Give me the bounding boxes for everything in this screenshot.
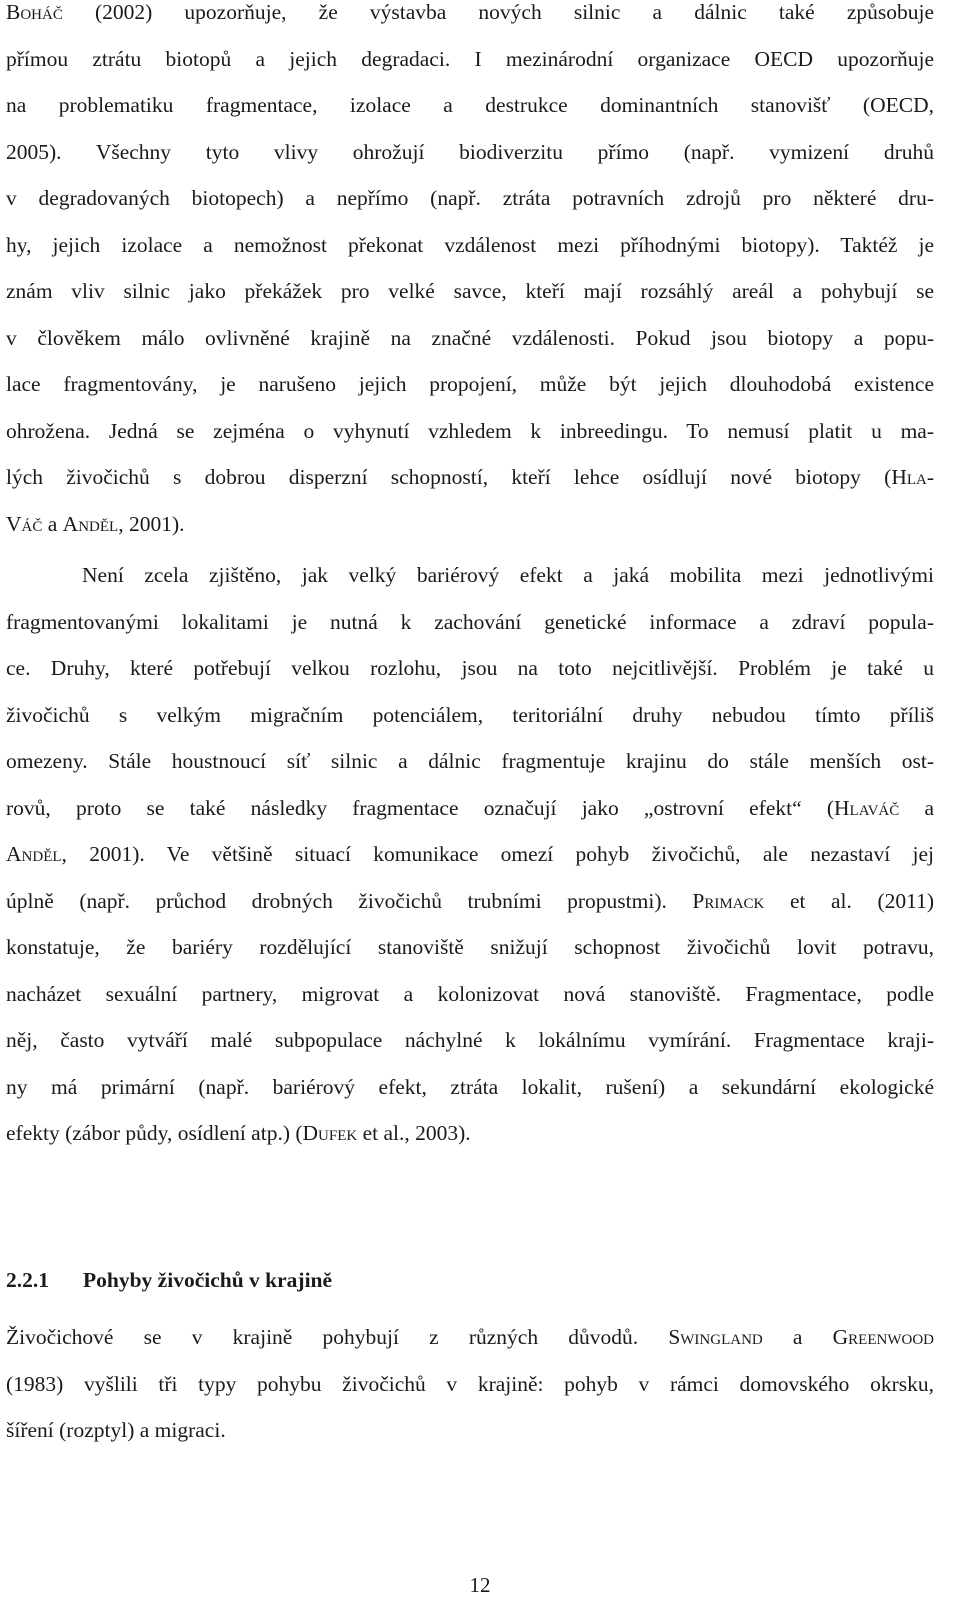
section-title: Pohyby živočichů v krajině bbox=[83, 1268, 333, 1292]
text-line: znám vliv silnic jako překážek pro velké savce, kteří mají rozsáhlý areál a pohybují se bbox=[6, 279, 934, 303]
text-line: nacházet sexuální partnery, migrovat a kolonizovat nová stanoviště. Fragmentace, podle bbox=[6, 981, 934, 1006]
text-line: v člověkem málo ovlivněné krajině na značné vzdálenosti. Pokud jsou biotopy a popu- bbox=[6, 325, 934, 350]
author-name: Anděl bbox=[6, 842, 62, 866]
paragraph-2 bbox=[6, 552, 934, 1157]
author-name: Váč bbox=[6, 511, 43, 536]
text-line: 2005). Všechny tyto vlivy ohrožují biodiverzitu přímo (např. vymizení druhů bbox=[6, 139, 934, 164]
text-line: rovů, proto se také následky fragmentace označují jako „ostrovní efekt“ (Hlaváč a bbox=[6, 795, 935, 820]
text-line: (1983) vyšlili tři typy pohybu živočichů v krajině: pohyb v rámci domovského okrsku, bbox=[6, 1371, 934, 1396]
author-name: Hlaváč bbox=[834, 795, 900, 820]
text-line: v degradovaných biotopech) a nepřímo (např. ztráta potravních zdrojů pro některé dru- bbox=[6, 186, 934, 210]
text-line: Váč a Anděl, 2001). bbox=[6, 511, 185, 536]
text-line: Anděl, 2001). Ve většině situací komunikace omezí pohyb živočichů, ale nezastaví jej bbox=[6, 842, 934, 866]
author-name: Boháč bbox=[6, 0, 63, 24]
text-line: hy, jejich izolace a nemožnost překonat vzdálenost mezi příhodnými biotopy). Taktéž je bbox=[6, 232, 934, 257]
paragraph-1 bbox=[6, 0, 934, 547]
text-line: ny má primární (např. bariérový efekt, ztráta lokalit, rušení) a sekundární ekologické bbox=[6, 1074, 934, 1099]
author-name: Greenwood bbox=[832, 1325, 934, 1349]
text-line: přímou ztrátu biotopů a jejich degradaci. I mezinárodní organizace OECD upozorňuje bbox=[6, 46, 934, 71]
text-line: Boháč (2002) upozorňuje, že výstavba nových silnic a dálnic také způsobuje bbox=[6, 0, 934, 24]
text-line: fragmentovanými lokalitami je nutná k zachování genetické informace a zdraví popula- bbox=[6, 609, 934, 634]
text-line: šíření (rozptyl) a migraci. bbox=[6, 1418, 226, 1442]
section-number: 2.2.1 bbox=[6, 1268, 49, 1292]
text-line: úplně (např. průchod drobných živočichů trubními propustmi). Primack et al. (2011) bbox=[6, 888, 934, 913]
author-name: Hla- bbox=[891, 465, 934, 489]
author-name: Dufek bbox=[302, 1121, 358, 1145]
text-line: konstatuje, že bariéry rozdělující stanoviště snižují schopnost živočichů lovit potravu, bbox=[6, 935, 934, 959]
author-name: Anděl bbox=[62, 511, 119, 536]
page-number: 12 bbox=[469, 1573, 491, 1597]
text-line: lace fragmentovány, je narušeno jejich propojení, může být jejich dlouhodobá existence bbox=[6, 372, 934, 396]
text-line: lých živočichů s dobrou disperzní schopností, kteří lehce osídlují nové biotopy (Hla- bbox=[6, 465, 934, 489]
text-line: ohrožena. Jedná se zejména o vyhynutí vzhledem k inbreedingu. To nemusí platit u ma- bbox=[6, 418, 934, 443]
text-line: Živočichové se v krajině pohybují z různých důvodů. Swingland a Greenwood bbox=[6, 1325, 934, 1349]
text-line: něj, často vytváří malé subpopulace náchylné k lokálnímu vymírání. Fragmentace kraji- bbox=[6, 1028, 934, 1052]
text-line: Není zcela zjištěno, jak velký bariérový efekt a jaká mobilita mezi jednotlivými bbox=[82, 563, 934, 587]
section-heading bbox=[6, 1265, 332, 1295]
text-line: živočichů s velkým migračním potenciálem, teritoriální druhy nebudou tímto příliš bbox=[6, 702, 934, 727]
paragraph-3 bbox=[6, 1314, 934, 1454]
text-line: efekty (zábor půdy, osídlení atp.) (Dufek et al., 2003). bbox=[6, 1121, 471, 1145]
text-line: na problematiku fragmentace, izolace a destrukce dominantních stanovišť (OECD, bbox=[6, 93, 934, 117]
text-line: ce. Druhy, které potřebují velkou rozlohu, jsou na toto nejcitlivější. Problém je také u bbox=[6, 656, 934, 680]
author-name: Primack bbox=[692, 888, 765, 913]
author-name: Swingland bbox=[668, 1325, 763, 1349]
text-line: omezeny. Stále houstnoucí síť silnic a dálnic fragmentuje krajinu do stále menších ost- bbox=[6, 749, 934, 773]
